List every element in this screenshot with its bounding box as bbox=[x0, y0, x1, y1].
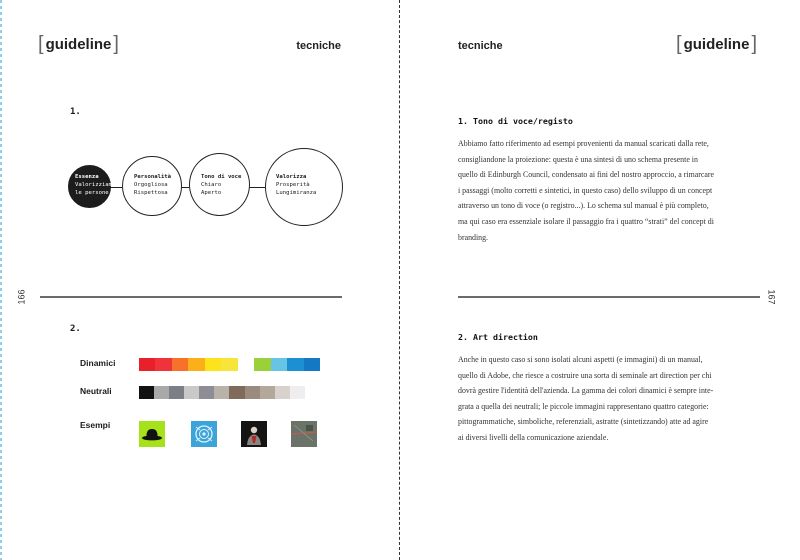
color-swatch bbox=[290, 386, 305, 399]
hat-icon bbox=[139, 421, 165, 447]
running-header: tecniche bbox=[458, 40, 503, 52]
page-number: 167 bbox=[766, 289, 777, 305]
row-label-neutrali: Neutrali bbox=[80, 386, 112, 396]
color-swatch bbox=[260, 386, 275, 399]
logo-text: guideline bbox=[683, 35, 750, 53]
right-page bbox=[401, 0, 800, 560]
color-swatch bbox=[221, 358, 237, 371]
color-swatch bbox=[172, 358, 188, 371]
section-number-1: 1. bbox=[70, 107, 81, 117]
circle-valorizza-text: Valorizza Prosperità Lungimiranza bbox=[276, 174, 317, 196]
color-swatch bbox=[238, 358, 254, 371]
row-label-esempi: Esempi bbox=[80, 420, 111, 430]
section-body-2: Anche in questo caso si sono isolati alcuni aspetti (e immagini) di un manual, quello di Adobe, che riesce a costruire una sorta di seminale art direction per chi dovrà gestire l'identità dell'azienda. La gamma dei colori dinamici è sempre inte- grata a quella dei neutrali; le piccole immagini rappresentano quattro categorie: pittogrammatiche, simboliche, referenziali, astratte (sintetizzando) atte ad agire ai diversi livelli della comunicazione aziendale. bbox=[458, 355, 714, 442]
color-swatch bbox=[139, 358, 155, 371]
connector bbox=[181, 187, 189, 188]
divider-rule bbox=[40, 296, 342, 298]
color-swatch bbox=[155, 358, 171, 371]
logo: [ guideline ] bbox=[38, 33, 119, 55]
section-number-2: 2. bbox=[70, 324, 81, 334]
circle-personalita-text: Personalità Orgogliosa Rispettosa bbox=[134, 174, 172, 196]
neutral-colors-strip bbox=[139, 386, 320, 399]
abstract-icon bbox=[291, 421, 317, 447]
color-swatch bbox=[305, 386, 320, 399]
color-swatch bbox=[287, 358, 303, 371]
color-swatch bbox=[304, 358, 320, 371]
logo: [ guideline ] bbox=[676, 33, 757, 55]
color-swatch bbox=[188, 358, 204, 371]
page-edge bbox=[0, 0, 2, 560]
running-header: tecniche bbox=[296, 40, 341, 52]
color-swatch bbox=[245, 386, 260, 399]
row-label-dinamici: Dinamici bbox=[80, 358, 116, 368]
color-swatch bbox=[154, 386, 169, 399]
color-swatch bbox=[169, 386, 184, 399]
color-swatch bbox=[254, 358, 270, 371]
divider-rule bbox=[458, 296, 760, 298]
color-swatch bbox=[214, 386, 229, 399]
color-swatch bbox=[205, 358, 221, 371]
color-swatch bbox=[139, 386, 154, 399]
color-swatch bbox=[199, 386, 214, 399]
left-page bbox=[0, 0, 399, 560]
figure-icon bbox=[241, 421, 267, 447]
color-swatch bbox=[271, 358, 287, 371]
color-swatch bbox=[229, 386, 244, 399]
section-body-1: Abbiamo fatto riferimento ad esempi provenienti da manual scaricati dalla rete, consigliandone la proiezione: questa è una sintesi di uno schema presente in quello di Edinburgh Council, condensato ai fini del nostro approccio, a rimarcare i passaggi (molto corretti e sintetici, in questo caso) dello sviluppo di un concept attraverso un tono di voce (o registro...). Lo schema sul manual è più completo, ma qui caso era essenziale isolare il passaggio fra i quattro “strati” del concept di branding. bbox=[458, 139, 715, 242]
color-swatch bbox=[184, 386, 199, 399]
circle-essenza-text: Essenza Valorizziamo le persone bbox=[75, 174, 116, 196]
page-number: 166 bbox=[16, 289, 27, 305]
page-fold bbox=[399, 0, 400, 560]
connector bbox=[249, 187, 265, 188]
circle-tono-text: Tono di voce Chiaro Aperto bbox=[201, 174, 242, 196]
dynamic-colors-strip bbox=[139, 358, 320, 371]
section-title-2: 2. Art direction bbox=[458, 332, 538, 342]
color-swatch bbox=[275, 386, 290, 399]
blue-emblem-icon bbox=[191, 421, 217, 447]
logo-text: guideline bbox=[45, 35, 112, 53]
section-title-1: 1. Tono di voce/registo bbox=[458, 116, 573, 126]
